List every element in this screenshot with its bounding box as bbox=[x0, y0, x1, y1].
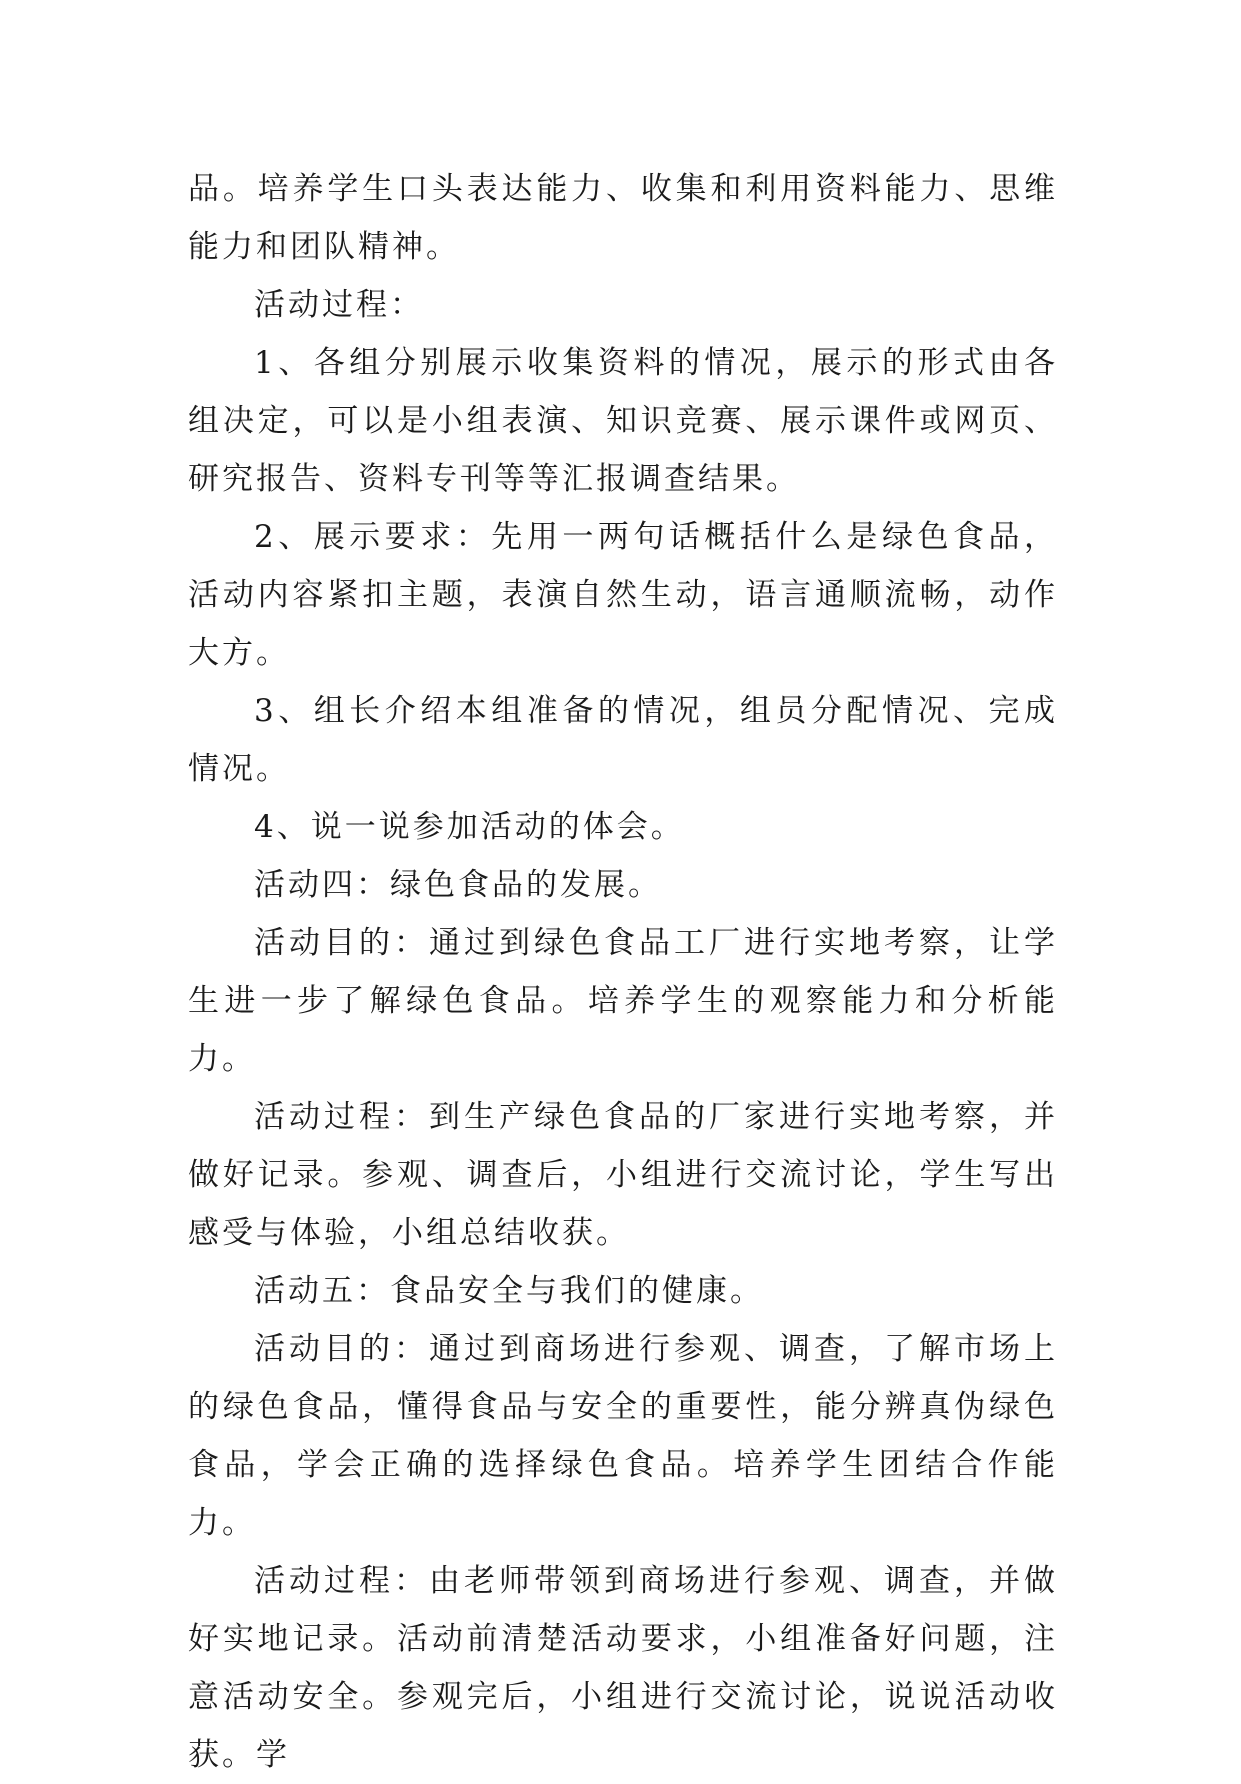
heading-activity-five: 活动五：食品安全与我们的健康。 bbox=[254, 1273, 764, 1309]
paragraph-activity-five-process: 活动过程：由老师带领到商场进行参观、调查，并做好实地记录。活动前清楚活动要求，小组准备好问题，注意活动安全。参观完后，小组进行交流讨论，说说活动收获。学 bbox=[188, 1563, 1058, 1773]
paragraph-step-4: 4、说一说参加活动的体会。 bbox=[254, 809, 685, 845]
paragraph-activity-four-process: 活动过程：到生产绿色食品的厂家进行实地考察，并做好记录。参观、调查后，小组进行交流讨论，学生写出感受与体验，小组总结收获。 bbox=[188, 1099, 1058, 1251]
heading-activity-process: 活动过程： bbox=[254, 287, 424, 323]
heading-activity-four: 活动四：绿色食品的发展。 bbox=[254, 867, 662, 903]
document-body bbox=[188, 160, 1058, 1784]
paragraph-activity-five-goal: 活动目的：通过到商场进行参观、调查，了解市场上的绿色食品，懂得食品与安全的重要性，能分辨真伪绿色食品，学会正确的选择绿色食品。培养学生团结合作能力。 bbox=[188, 1331, 1058, 1541]
paragraph-continuation: 品。培养学生口头表达能力、收集和利用资料能力、思维能力和团队精神。 bbox=[188, 171, 1058, 265]
paragraph-step-1: 1、各组分别展示收集资料的情况，展示的形式由各组决定，可以是小组表演、知识竞赛、展示课件或网页、研究报告、资料专刊等等汇报调查结果。 bbox=[188, 345, 1058, 497]
paragraph-activity-four-goal: 活动目的：通过到绿色食品工厂进行实地考察，让学生进一步了解绿色食品。培养学生的观察能力和分析能力。 bbox=[188, 925, 1058, 1077]
paragraph-step-3: 3、组长介绍本组准备的情况，组员分配情况、完成情况。 bbox=[188, 693, 1058, 787]
paragraph-step-2: 2、展示要求：先用一两句话概括什么是绿色食品，活动内容紧扣主题，表演自然生动，语言通顺流畅，动作大方。 bbox=[188, 519, 1058, 671]
